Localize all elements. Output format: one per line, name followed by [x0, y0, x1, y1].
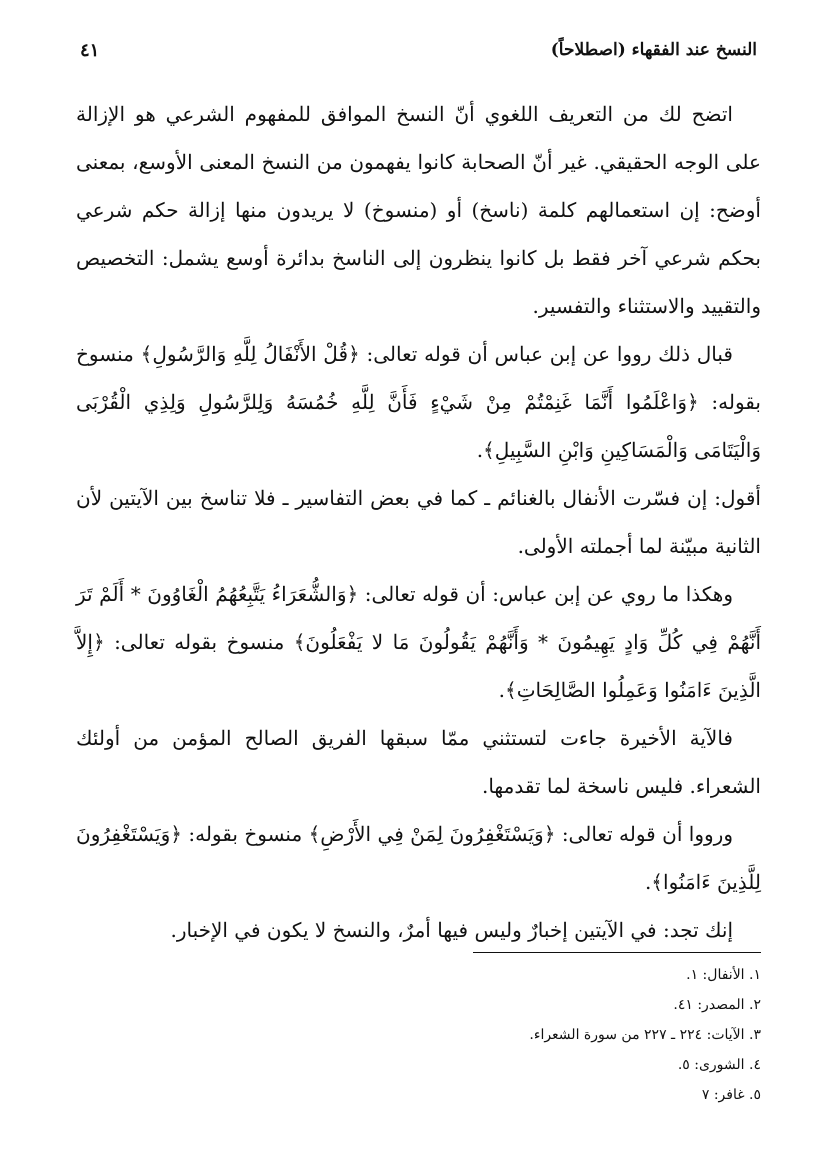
footnote-2: ٢. المصدر: ٤١.	[673, 997, 761, 1013]
page-number: ٤١	[80, 39, 100, 61]
paragraph-1: اتضح لك من التعريف اللغوي أنّ النسخ الموافق للمفهوم الشرعي هو الإزالة على الوجه الحقيقي. غير أنّ الصحابة كانوا يفهمون من النسخ المعنى الأوسع، بمعنى أوضح: إن استعمالهم كلمة (ناسخ) أو (منسوخ) لا يريدون منها إزالة حكم شرعي بحكم شرعي آخر فقط بل كانوا ينظرون إلى الناسخ بدائرة أوسع يشمل: التخصيص والتقييد والاستثناء والتفسير.	[76, 102, 761, 318]
paragraph-3: أقول: إن فسّرت الأنفال بالغنائم ـ كما في بعض التفاسير ـ فلا تناسخ بين الآيتين لأن الثانية مبيّنة لما أجملته الأولى.	[76, 486, 761, 558]
paragraph-4: وهكذا ما روي عن إبن عباس: أن قوله تعالى: ﴿وَالشُّعَرَاءُ يَتَّبِعُهُمُ الْغَاوُونَ * أَلَمْ تَرَ أَنَّهُمْ فِي كُلِّ وَادٍ يَهِيمُونَ * وَأَنَّهُمْ يَقُولُونَ مَا لا يَفْعَلُونَ﴾ منسوخ بقوله تعالى: ﴿إِلاَّ الَّذِينَ ءَامَنُوا وَعَمِلُوا الصَّالِحَاتِ﴾.	[76, 582, 761, 702]
paragraph-6: ورووا أن قوله تعالى: ﴿وَيَسْتَغْفِرُونَ لِمَنْ فِي الأَرْضِ﴾ منسوخ بقوله: ﴿وَيَسْتَغْفِرُونَ لِلَّذِينَ ءَامَنُوا﴾.	[76, 822, 761, 894]
footnote-3: ٣. الآيات: ٢٢٤ ـ ٢٢٧ من سورة الشعراء.	[529, 1027, 761, 1043]
footnote-4: ٤. الشورى: ٥.	[677, 1057, 761, 1073]
paragraph-2: قبال ذلك رووا عن إبن عباس أن قوله تعالى: ﴿قُلْ الأَنْفَالُ لِلَّهِ وَالرَّسُولِ﴾ منسوخ بقوله: ﴿وَاعْلَمُوا أَنَّمَا غَنِمْتُمْ مِنْ شَيْءٍ فَأَنَّ لِلَّهِ خُمُسَهُ وَلِلرَّسُولِ وَلِذِي الْقُرْبَى وَالْيَتَامَى وَالْمَسَاكِينِ وَابْنِ السَّبِيلِ﴾.	[76, 342, 761, 462]
footnotes	[300, 960, 761, 1110]
footnote-divider	[473, 952, 761, 953]
page-header	[80, 36, 757, 64]
footnote-1: ١. الأنفال: ١.	[686, 967, 761, 983]
main-text	[76, 90, 761, 954]
running-title: النسخ عند الفقهاء (اصطلاحاً)	[550, 40, 757, 60]
paragraph-5: فالآية الأخيرة جاءت لتستثني ممّا سبقها الفريق الصالح المؤمن من أولئك الشعراء. فليس ناسخة لما تقدمها.	[76, 726, 761, 798]
paragraph-7: إنك تجد: في الآيتين إخبارٌ وليس فيها أمرٌ، والنسخ لا يكون في الإخبار.	[170, 918, 733, 942]
footnote-5: ٥. غافر: ٧	[701, 1087, 761, 1103]
